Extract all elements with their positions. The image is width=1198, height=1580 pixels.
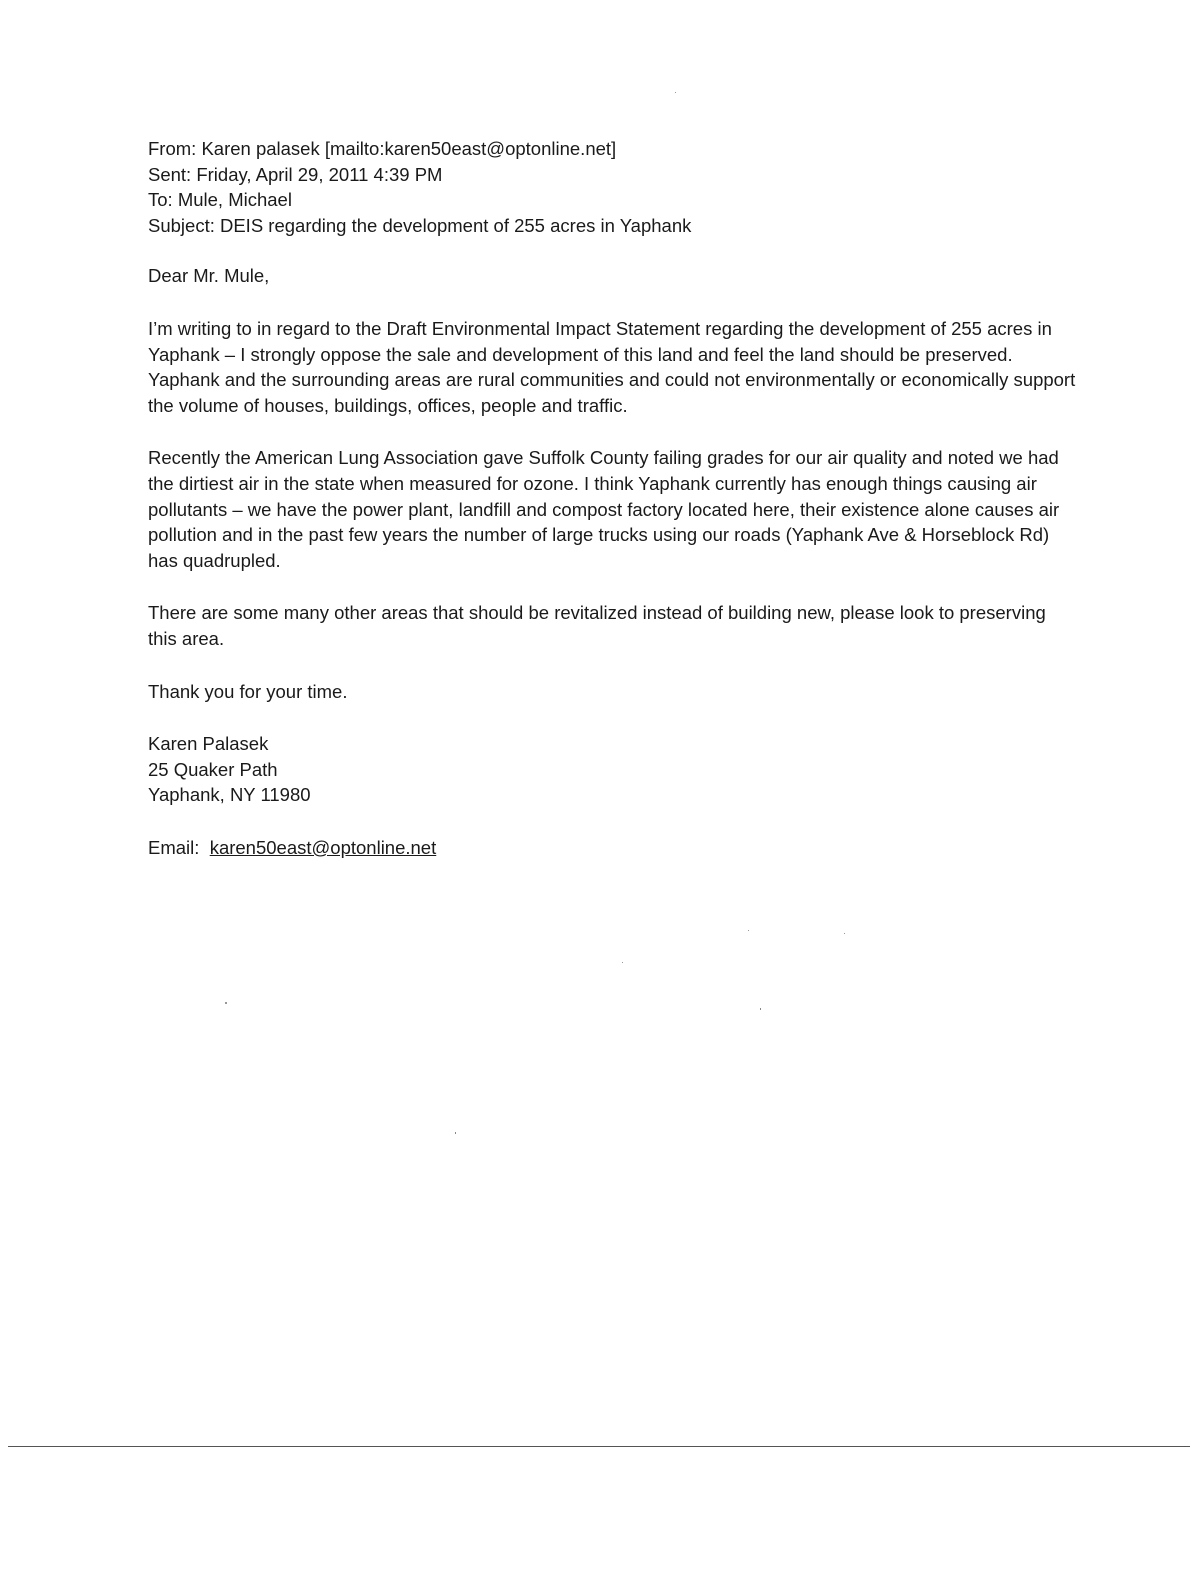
paragraph-2: Recently the American Lung Association gave Suffolk County failing grades for our air quality and noted we had the dirtiest air in the state when measured for ozone. I think Yaphank currently has enough things causing air pollutants – we have the power plant, landfill and compost factory located here, their existence alone causes air pollution and in the past few years the number of large trucks using our roads (Yaphank Ave & Horseblock Rd) has quadrupled. xyxy=(148,447,1060,571)
email-label: Email: xyxy=(148,836,200,858)
scan-speck xyxy=(844,933,845,934)
header-to: To: Mule, Michael xyxy=(148,189,292,211)
scan-speck xyxy=(675,92,676,93)
signature-street: 25 Quaker Path xyxy=(148,758,278,780)
header-subject: Subject: DEIS regarding the development of 255 acres in Yaphank xyxy=(148,214,692,236)
signature-city: Yaphank, NY 11980 xyxy=(148,784,311,806)
paragraph-1: I’m writing to in regard to the Draft Environmental Impact Statement regarding the development of 255 acres in Yaphank – I strongly oppose the sale and development of this land and feel the land should be preserved. Yaphank and the surrounding areas are rural communities and could not environmentally or economically support the volume of houses, buildings, offices, people and traffic. xyxy=(148,317,1076,416)
paragraph-3: There are some many other areas that should be revitalized instead of building new, please look to preserving this area. xyxy=(148,602,1046,649)
scan-speck xyxy=(748,930,749,931)
closing: Thank you for your time. xyxy=(148,680,348,702)
page-bottom-rule xyxy=(8,1446,1190,1447)
scan-speck xyxy=(760,1008,761,1010)
email-row xyxy=(148,835,1078,861)
signature-name: Karen Palasek xyxy=(148,733,269,755)
header-sent: Sent: Friday, April 29, 2011 4:39 PM xyxy=(148,163,443,185)
scan-speck xyxy=(225,1002,227,1004)
header-from: From: Karen palasek [mailto:karen50east@optonline.net] xyxy=(148,138,617,159)
scan-speck xyxy=(622,962,623,963)
signature-block xyxy=(148,731,1078,808)
email-link[interactable]: karen50east@optonline.net xyxy=(209,836,437,858)
scan-speck xyxy=(455,1132,456,1134)
letter-body xyxy=(148,136,1078,860)
email-header xyxy=(148,136,1078,238)
greeting: Dear Mr. Mule, xyxy=(148,265,270,287)
